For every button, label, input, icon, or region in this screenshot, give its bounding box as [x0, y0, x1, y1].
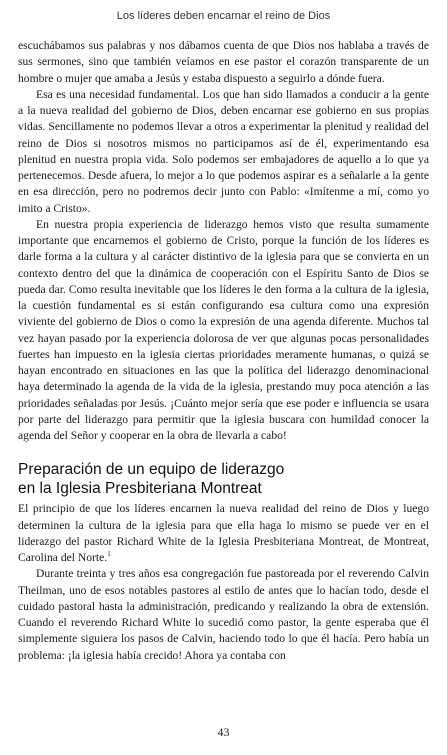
paragraph-leadership-experience: En nuestra propia experiencia de liderazgo hemos visto que resulta sumamente importante que encarnemos el gobierno de Cristo, porque la función de los líderes es darle forma a la cultura y al carácter distintivo de la iglesia para que se convierta en un contexto dentro del que la dinámica de cooperación con el Espíritu Santo de Dios se pueda dar. Como resulta inevitable que los líderes le den forma a la cultura de la iglesia, la cuestión fundamental es si están configurando esa cultura como una expresión viviente del gobierno de Dios o como la expresión de una agenda diferente. Muchos tal vez hayan pasado por la experiencia dolorosa de ver que algunas pocas personalidades fuertes han impuesto en la iglesia ciertas prioridades meramente humanas, o quizá se hayan encontrado en situaciones en las que la política del liderazgo denominacional haya determinado la agenda de la vida de la iglesia, prestando muy poca atención a las prioridades señaladas por Jesús. ¡Cuánto mejor sería que ese poder e influencia se usara por parte del liderazgo para permitir que la iglesia buscara con humildad conocer la agenda del Señor y cooperar en la obra de llevarla a cabo! [18, 217, 429, 442]
paragraph-fundamental-need: Esa es una necesidad fundamental. Los que han sido llamados a conducir a la gente a la nueva realidad del gobierno de Dios, deben encarnar ese gobierno en sus propias vidas. Sencillamente no podemos llevar a otros a experimentar la plenitud y realidad del reino de Dios si nosotros mismos no participamos así de él, experimentando esa plenitud en nuestra propia vida. Solo podemos ser embajadores de aquello a lo que ya pertenecemos. Desde afuera, lo mejor a lo que podemos aspirar es a señalarle a la gente en esa dirección, pero no podremos decir junto con Pablo: «Imítenme a mí, como yo imito a Cristo». [18, 87, 429, 215]
body-text [18, 38, 429, 664]
section-heading [18, 460, 429, 498]
paragraph-principle [18, 501, 429, 566]
footnote-marker[interactable]: 1 [107, 550, 111, 559]
paragraph-principle-text: El principio de que los líderes encarnen la nueva realidad del reino de Dios y luego determinen la cultura de la iglesia para que ella haga lo mismo se puede ver en el liderazgo del pastor Richard White de la Iglesia Presbiteriana Montreat, de Montreat, Carolina del Norte. [18, 502, 429, 564]
paragraph-continued: escuchábamos sus palabras y nos dábamos cuenta de que Dios nos hablaba a través de sus sermones, sino que también veíamos en ese pastor el corazón transparente de un hombre o mujer que amaba a Jesús y estaba dispuesto a seguirlo a dónde fuera. [18, 39, 429, 85]
paragraph-thirty-three-years: Durante treinta y tres años esa congregación fue pastoreada por el reverendo Calvin Theilman, uno de esos notables pastores al estilo de antes que lo hacían todo, desde el cuidado pastoral hasta la administración, predicando y realizando la obra de extensión. Cuando el reverendo Richard White lo sucedió como pastor, la gente esperaba que él simplemente siguiera los pasos de Calvin, haciendo todo lo que él hacía. Pero había un problema: ¡la iglesia había crecido! Ahora ya contaba con [18, 567, 429, 662]
page-number: 43 [217, 725, 230, 739]
running-head: Los líderes deben encarnar el reino de Dios [116, 10, 331, 22]
section-heading-line2: en la Iglesia Presbiteriana Montreat [18, 480, 262, 498]
section-heading-line1: Preparación de un equipo de liderazgo [18, 461, 285, 479]
